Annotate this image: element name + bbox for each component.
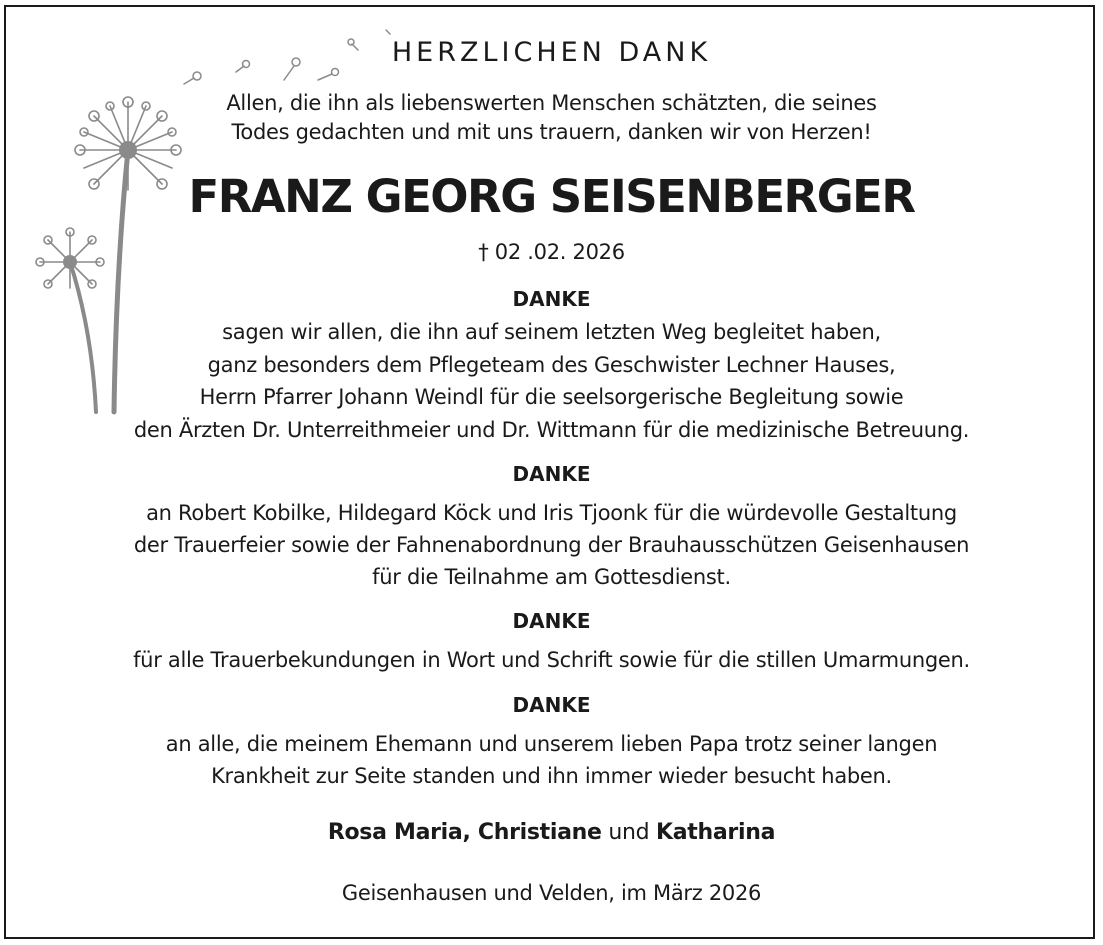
- death-date: † 02 .02. 2026: [478, 240, 625, 264]
- signatories-connector: und: [601, 820, 657, 845]
- intro-line: Todes gedachten und mit uns trauern, danken wir von Herzen!: [231, 120, 872, 144]
- section-text-line: Herrn Pfarrer Johann Weindl für die seelsorgerische Begleitung sowie: [199, 385, 904, 409]
- section-text-line: für die Teilnahme am Gottesdienst.: [372, 565, 731, 589]
- section-heading: DANKE: [512, 693, 591, 717]
- signatories: [0, 818, 1103, 848]
- intro-line: Allen, die ihn als liebenswerten Menschen schätzten, die seines: [226, 91, 877, 115]
- section-heading: DANKE: [512, 609, 591, 633]
- section-text-line: ganz besonders dem Pflegeteam des Geschwister Lechner Hauses,: [207, 353, 896, 377]
- section-text-line: Krankheit zur Seite standen und ihn immer wieder besucht haben.: [211, 764, 892, 788]
- section-text-line: an alle, die meinem Ehemann und unserem lieben Papa trotz seiner langen: [165, 732, 938, 756]
- deceased-name: FRANZ GEORG SEISENBERGER: [188, 170, 915, 223]
- section-text-line: der Trauerfeier sowie der Fahnenabordnung der Brauhausschützen Geisenhausen: [133, 533, 970, 557]
- section-heading: DANKE: [512, 462, 591, 486]
- signatories-names: Rosa Maria, Christiane: [327, 820, 602, 845]
- section-text-line: sagen wir allen, die ihn auf seinem letzten Weg begleitet haben,: [222, 320, 881, 344]
- section-text-line: für alle Trauerbekundungen in Wort und Schrift sowie für die stillen Umarmungen.: [133, 648, 970, 672]
- section-text-line: den Ärzten Dr. Unterreithmeier und Dr. Wittmann für die medizinische Betreuung.: [133, 418, 970, 442]
- signatories-last-name: Katharina: [656, 820, 776, 845]
- section-text-line: an Robert Kobilke, Hildegard Köck und Iris Tjoonk für die würdevolle Gestaltung: [146, 501, 957, 525]
- notice-title: HERZLICHEN DANK: [391, 37, 712, 68]
- place-date: Geisenhausen und Velden, im März 2026: [341, 881, 762, 905]
- section-heading: DANKE: [512, 287, 591, 311]
